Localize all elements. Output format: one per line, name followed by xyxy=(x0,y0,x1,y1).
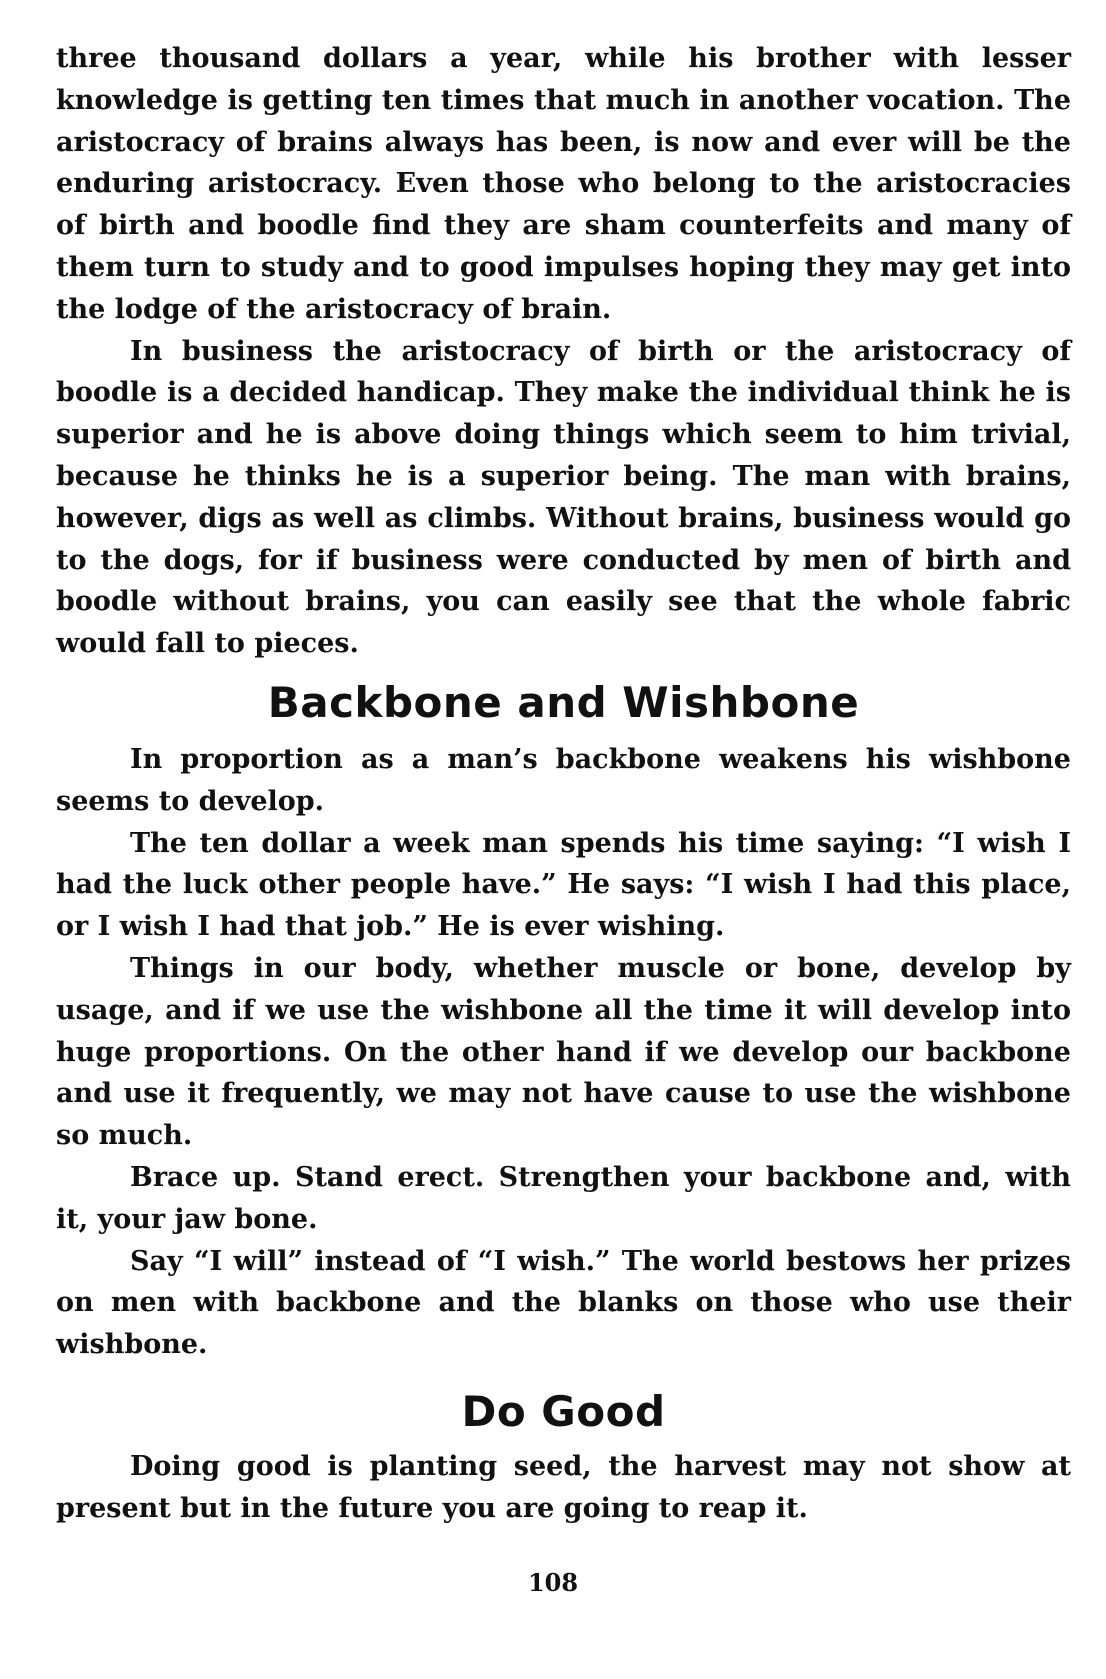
paragraph-intro-1: three thousand dollars a year, while his brother with lesser knowledge is getting ten times that much in another vocation. The aristocracy of brains always has been, is now and ever will be the enduring aristocracy. Even those who belong to the aristocracies of birth and boodle find they are sham counterfeits and many of them turn to study and to good impulses hoping they may get into the lodge of the aristocracy of brain. xyxy=(56,43,1071,325)
paragraph-backbone-4: Brace up. Stand erect. Strengthen your backbone and, with it, your jaw bone. xyxy=(56,1161,1071,1235)
page-number: 108 xyxy=(527,1568,579,1597)
paragraph-backbone-1: In proportion as a man’s backbone weakens his wishbone seems to develop. xyxy=(56,743,1071,817)
paragraph-backbone-5: Say “I will” instead of “I wish.” The world bestows her prizes on men with backbone and the blanks on those who use their wishbone. xyxy=(56,1245,1071,1361)
page-text xyxy=(56,38,1071,1530)
paragraph-do-good-1: Doing good is planting seed, the harvest may not show at present but in the future you are going to reap it. xyxy=(56,1450,1071,1524)
paragraph-intro-2: In business the aristocracy of birth or the aristocracy of boodle is a decided handicap. They make the individual think he is superior and he is above doing things which seem to him trivial, because he thinks he is a superior being. The man with brains, however, digs as well as climbs. Without brains, business would go to the dogs, for if business were conducted by men of birth and boodle without brains, you can easily see that the whole fabric would fall to pieces. xyxy=(56,335,1071,660)
heading-backbone-and-wishbone: Backbone and Wishbone xyxy=(267,677,860,727)
paragraph-backbone-3: Things in our body, whether muscle or bone, develop by usage, and if we use the wishbone all the time it will develop into huge proportions. On the other hand if we develop our backbone and use it frequently, we may not have cause to use the wishbone so much. xyxy=(56,952,1071,1152)
paragraph-backbone-2: The ten dollar a week man spends his time saying: “I wish I had the luck other people have.” He says: “I wish I had this place, or I wish I had that job.” He is ever wishing. xyxy=(56,827,1071,943)
heading-do-good: Do Good xyxy=(461,1386,666,1436)
